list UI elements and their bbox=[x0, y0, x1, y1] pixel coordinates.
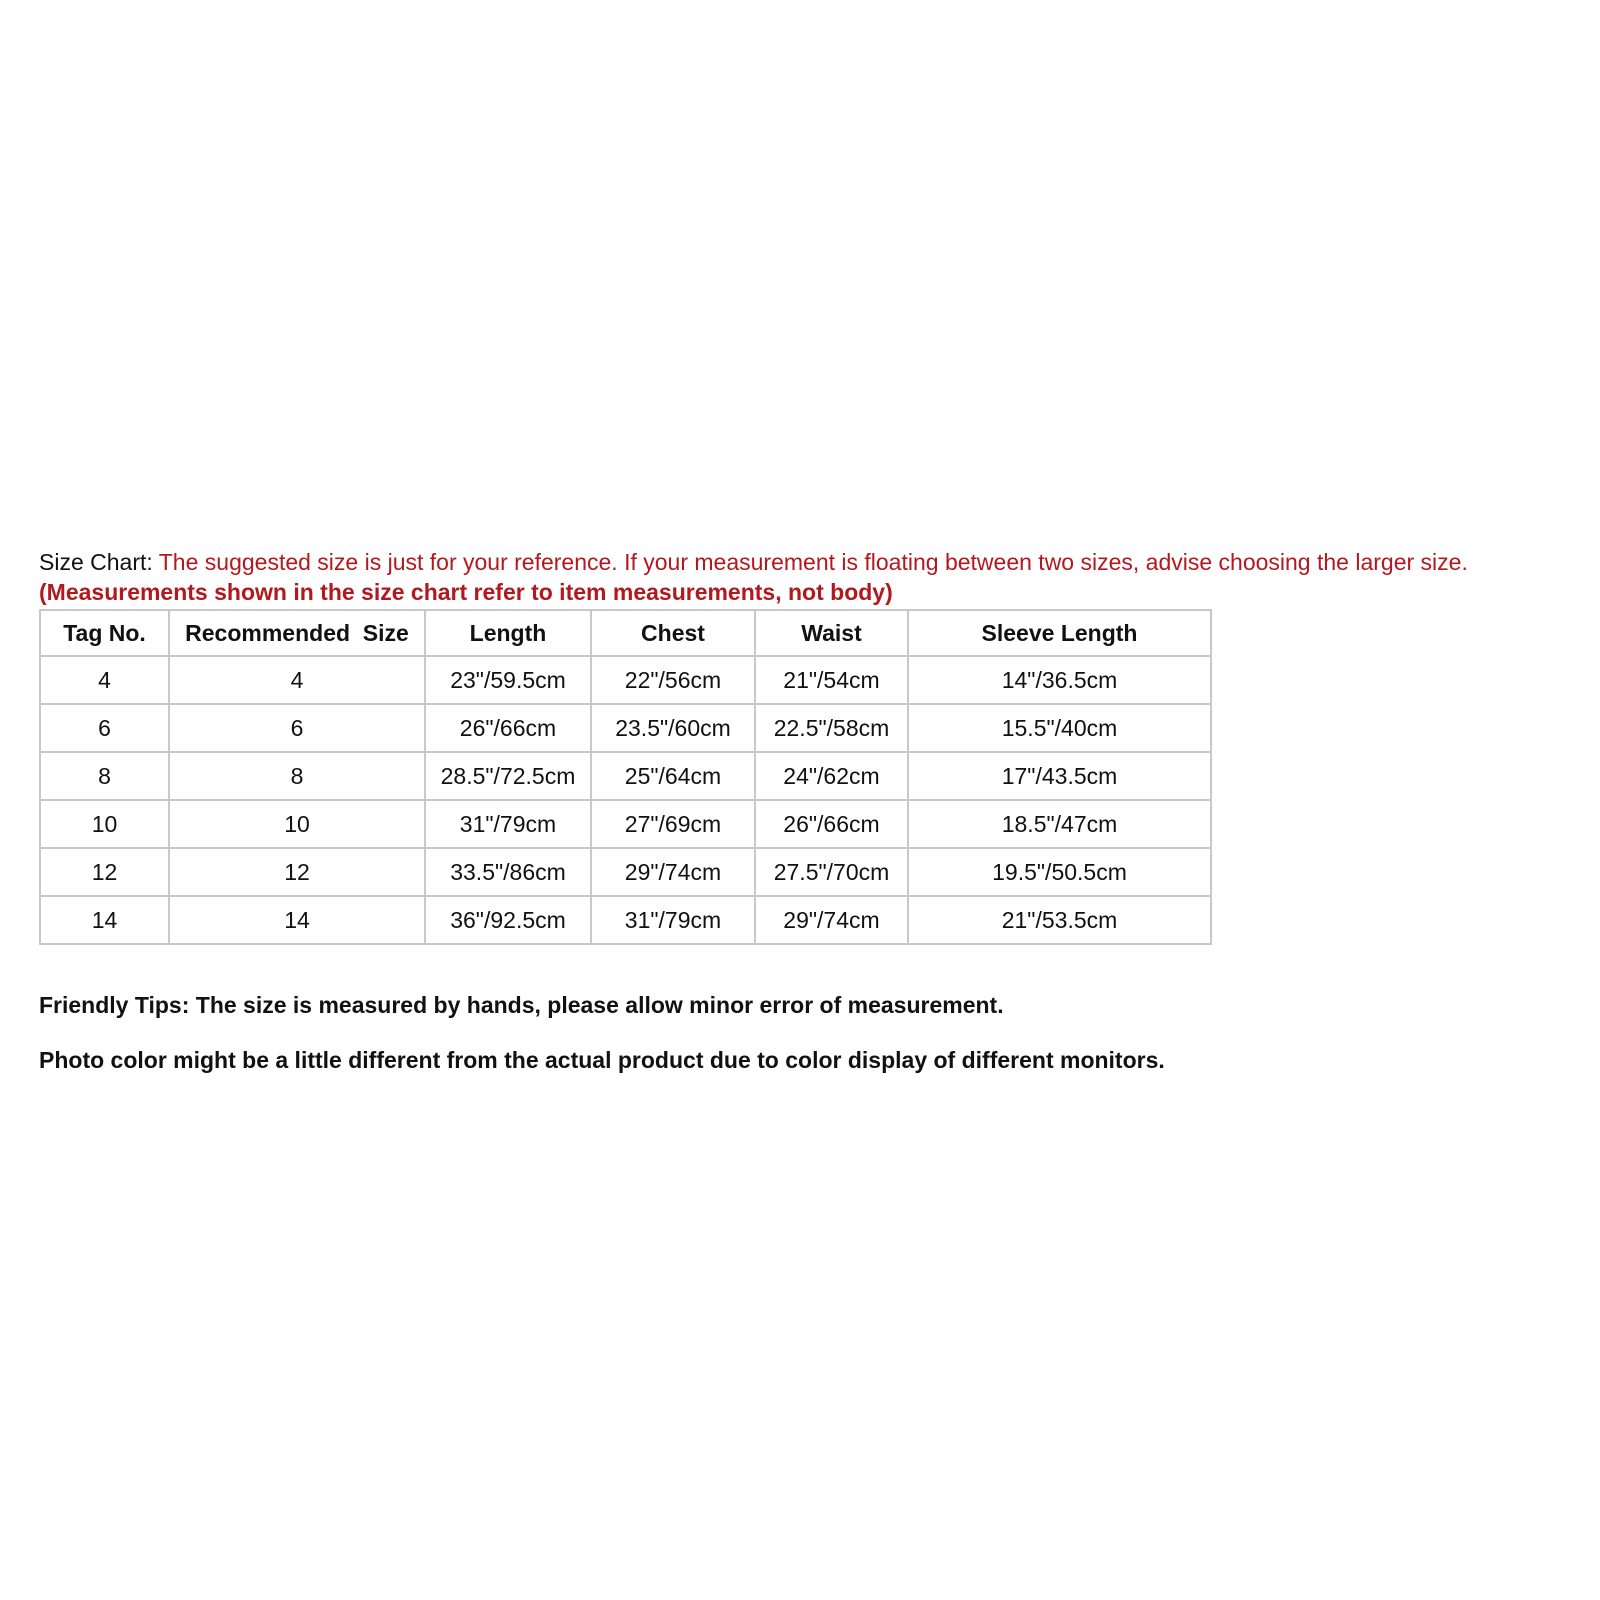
size-table bbox=[39, 609, 1212, 945]
cell-tag-no: 8 bbox=[40, 752, 169, 800]
size-chart-measurement-note: (Measurements shown in the size chart refer to item measurements, not body) bbox=[39, 579, 893, 605]
table-row bbox=[40, 752, 1211, 800]
cell-waist: 27.5"/70cm bbox=[755, 848, 908, 896]
cell-tag-no: 14 bbox=[40, 896, 169, 944]
table-row bbox=[40, 848, 1211, 896]
cell-tag-no: 6 bbox=[40, 704, 169, 752]
cell-sleeve-length: 15.5"/40cm bbox=[908, 704, 1211, 752]
cell-waist: 24"/62cm bbox=[755, 752, 908, 800]
size-chart-label: Size Chart bbox=[39, 549, 147, 575]
cell-chest: 22"/56cm bbox=[591, 656, 755, 704]
cell-chest: 23.5"/60cm bbox=[591, 704, 755, 752]
size-chart-note: The suggested size is just for your reference. If your measurement is floating between two sizes, advise choosing the larger size. bbox=[158, 549, 1468, 575]
cell-recommended-size: 12 bbox=[169, 848, 425, 896]
cell-sleeve-length: 21"/53.5cm bbox=[908, 896, 1211, 944]
table-header-row bbox=[40, 610, 1211, 656]
cell-length: 28.5"/72.5cm bbox=[425, 752, 591, 800]
cell-waist: 22.5"/58cm bbox=[755, 704, 908, 752]
cell-recommended-size: 10 bbox=[169, 800, 425, 848]
cell-length: 26"/66cm bbox=[425, 704, 591, 752]
header-recommended-size: Recommended Size bbox=[169, 610, 425, 656]
cell-sleeve-length: 14"/36.5cm bbox=[908, 656, 1211, 704]
cell-waist: 21"/54cm bbox=[755, 656, 908, 704]
size-chart-separator: : bbox=[146, 549, 159, 575]
cell-recommended-size: 6 bbox=[169, 704, 425, 752]
cell-sleeve-length: 19.5"/50.5cm bbox=[908, 848, 1211, 896]
header-tag-no: Tag No. bbox=[40, 610, 169, 656]
cell-recommended-size: 8 bbox=[169, 752, 425, 800]
cell-sleeve-length: 18.5"/47cm bbox=[908, 800, 1211, 848]
photo-color-note: Photo color might be a little different from the actual product due to color display of different monitors. bbox=[39, 1047, 1165, 1073]
cell-length: 36"/92.5cm bbox=[425, 896, 591, 944]
size-chart-intro bbox=[39, 547, 1579, 607]
friendly-tips: Friendly Tips: The size is measured by hands, please allow minor error of measurement. bbox=[39, 992, 1004, 1018]
table-row bbox=[40, 896, 1211, 944]
cell-length: 23"/59.5cm bbox=[425, 656, 591, 704]
cell-tag-no: 10 bbox=[40, 800, 169, 848]
cell-length: 33.5"/86cm bbox=[425, 848, 591, 896]
header-length: Length bbox=[425, 610, 591, 656]
cell-chest: 31"/79cm bbox=[591, 896, 755, 944]
cell-tag-no: 4 bbox=[40, 656, 169, 704]
header-waist: Waist bbox=[755, 610, 908, 656]
cell-tag-no: 12 bbox=[40, 848, 169, 896]
cell-chest: 27"/69cm bbox=[591, 800, 755, 848]
cell-recommended-size: 14 bbox=[169, 896, 425, 944]
cell-waist: 29"/74cm bbox=[755, 896, 908, 944]
cell-length: 31"/79cm bbox=[425, 800, 591, 848]
cell-sleeve-length: 17"/43.5cm bbox=[908, 752, 1211, 800]
table-row bbox=[40, 656, 1211, 704]
header-sleeve-length: Sleeve Length bbox=[908, 610, 1211, 656]
table-row bbox=[40, 704, 1211, 752]
table-row bbox=[40, 800, 1211, 848]
header-chest: Chest bbox=[591, 610, 755, 656]
cell-waist: 26"/66cm bbox=[755, 800, 908, 848]
cell-chest: 25"/64cm bbox=[591, 752, 755, 800]
cell-chest: 29"/74cm bbox=[591, 848, 755, 896]
cell-recommended-size: 4 bbox=[169, 656, 425, 704]
